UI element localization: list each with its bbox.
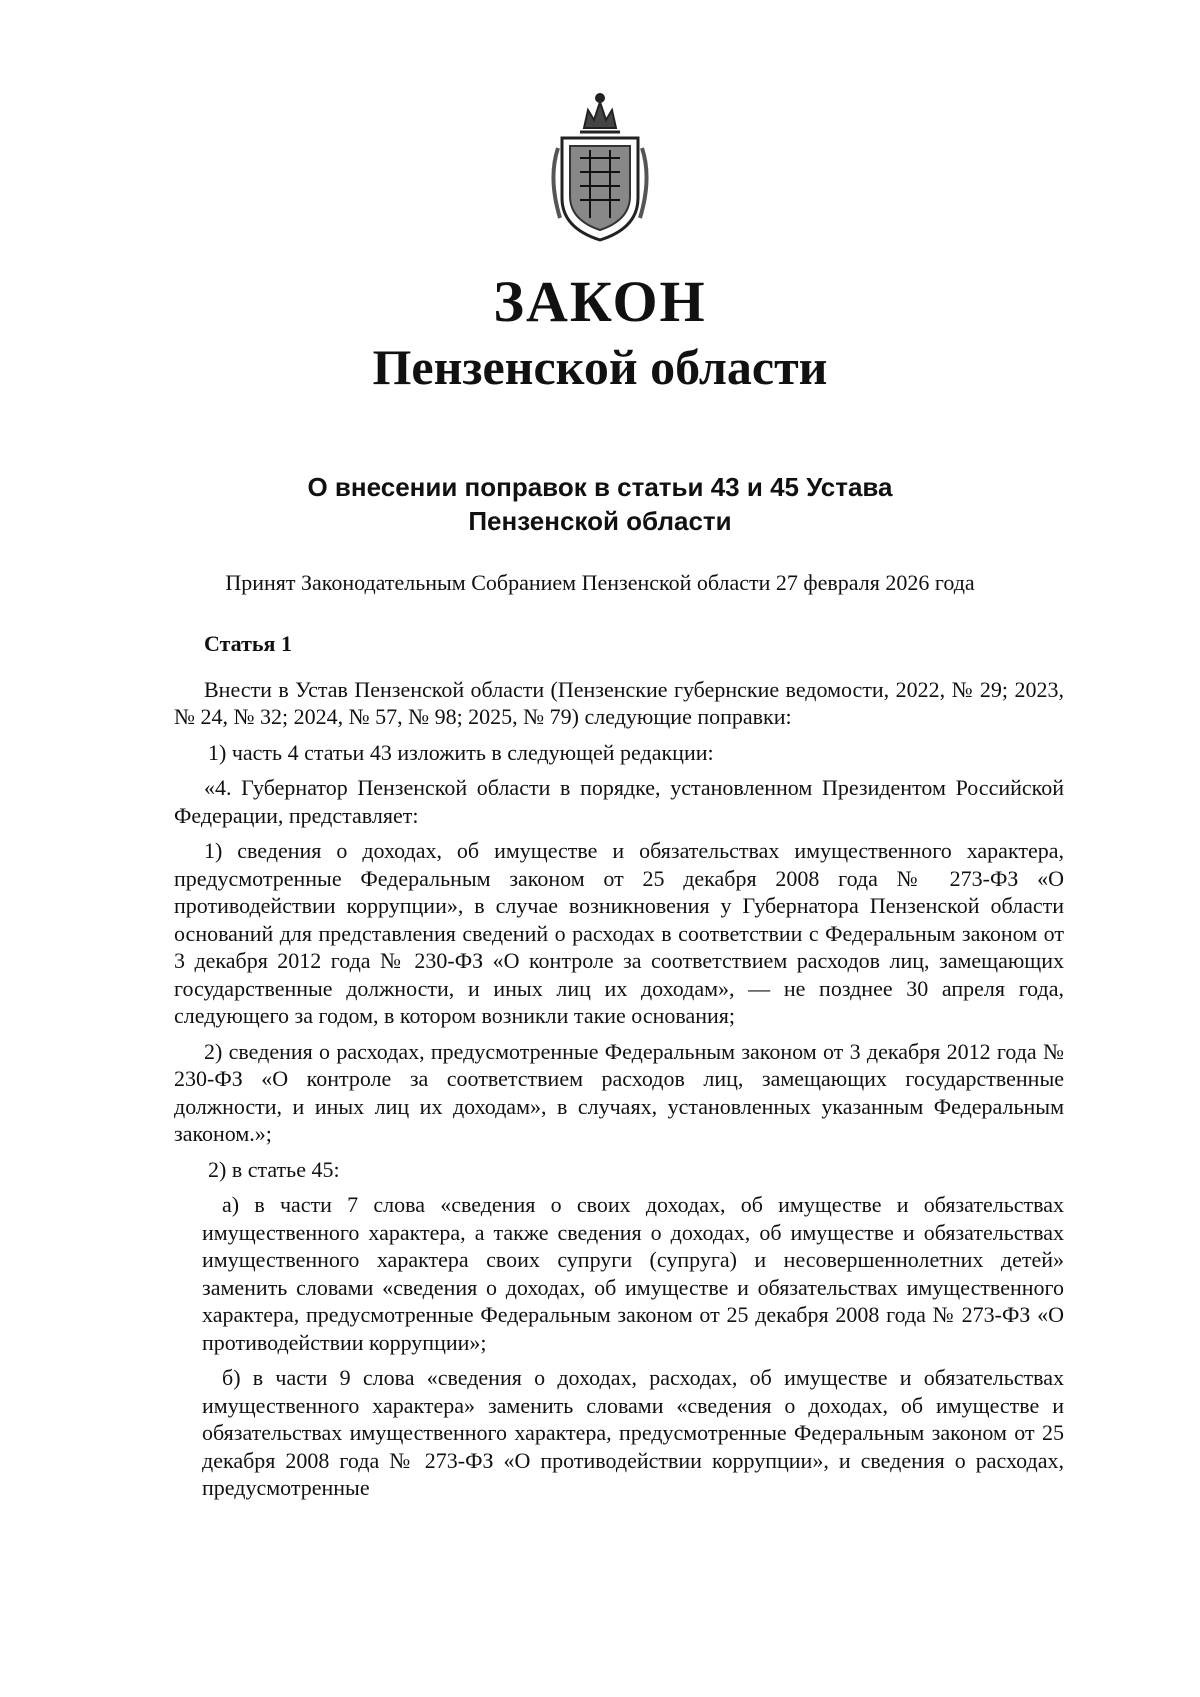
law-subject-line1: О внесении поправок в статьи 43 и 45 Устава [307, 472, 893, 502]
amendment-item-2: 2) в статье 45: [208, 1156, 340, 1182]
law-title: ЗАКОН [493, 269, 707, 334]
quoted-point-1: 1) сведения о доходах, об имуществе и обязательствах имущественного характера, предусмотренные Федеральным законом от 25 декабря 2008 года № 273-ФЗ «О противодействии коррупции», в случае возникновения у Губернатора Пензенской области оснований для представления сведений о расходах в соответствии с Федеральным законом от 3 декабря 2012 года № 230-ФЗ «О контроле за соответствием расходов лиц, замещающих государственные должности, и иных лиц их доходам», — не позднее 30 апреля года, следующего за годом, в котором возникли такие основания; [174, 838, 1064, 1028]
amendment-subitem-b: б) в части 9 слова «сведения о доходах, расходах, об имуществе и обязательствах имущественного характера» заменить словами «сведения о доходах, об имуществе и обязательствах имущественного характера, предусмотренные Федеральным законом от 25 декабря 2008 года № 273-ФЗ «О противодействии коррупции», и сведения о расходах, предусмотренные [202, 1365, 1064, 1500]
coat-of-arms-emblem [540, 88, 660, 248]
article-intro: Внести в Устав Пензенской области (Пензенские губернские ведомости, 2022, № 29; 2023, № 24, № 32; 2024, № 57, № 98; 2025, № 79) следующие поправки: [174, 676, 1064, 729]
amendment-item-1: 1) часть 4 статьи 43 изложить в следующей редакции: [208, 739, 714, 765]
article-heading: Статья 1 [204, 631, 292, 656]
law-subject [0, 470, 1200, 538]
law-body [174, 630, 1064, 1502]
quoted-part-4-intro: «4. Губернатор Пензенской области в порядке, установленном Президентом Российской Федерации, представляет: [174, 775, 1064, 828]
adoption-line: Принят Законодательным Собранием Пензенской области 27 февраля 2026 года [225, 570, 975, 595]
quoted-point-2: 2) сведения о расходах, предусмотренные Федеральным законом от 3 декабря 2012 года № 230-ФЗ «О контроле за соответствием расходов лиц, замещающих государственные должности, и иных лиц их доходам», в случаях, установленных указанным Федеральным законом.»; [174, 1038, 1064, 1146]
law-region: Пензенской области [372, 339, 828, 395]
amendment-subitem-a: а) в части 7 слова «сведения о своих доходах, об имуществе и обязательствах имущественного характера, а также сведения о доходах, об имуществе и обязательствах имущественного характера своих супруги (супруга) и несовершеннолетних детей» заменить словами «сведения о доходах, об имуществе и обязательствах имущественного характера, предусмотренные Федеральным законом от 25 декабря 2008 года № 273-ФЗ «О противодействии коррупции»; [202, 1192, 1064, 1355]
law-subject-line2: Пензенской области [468, 506, 732, 536]
